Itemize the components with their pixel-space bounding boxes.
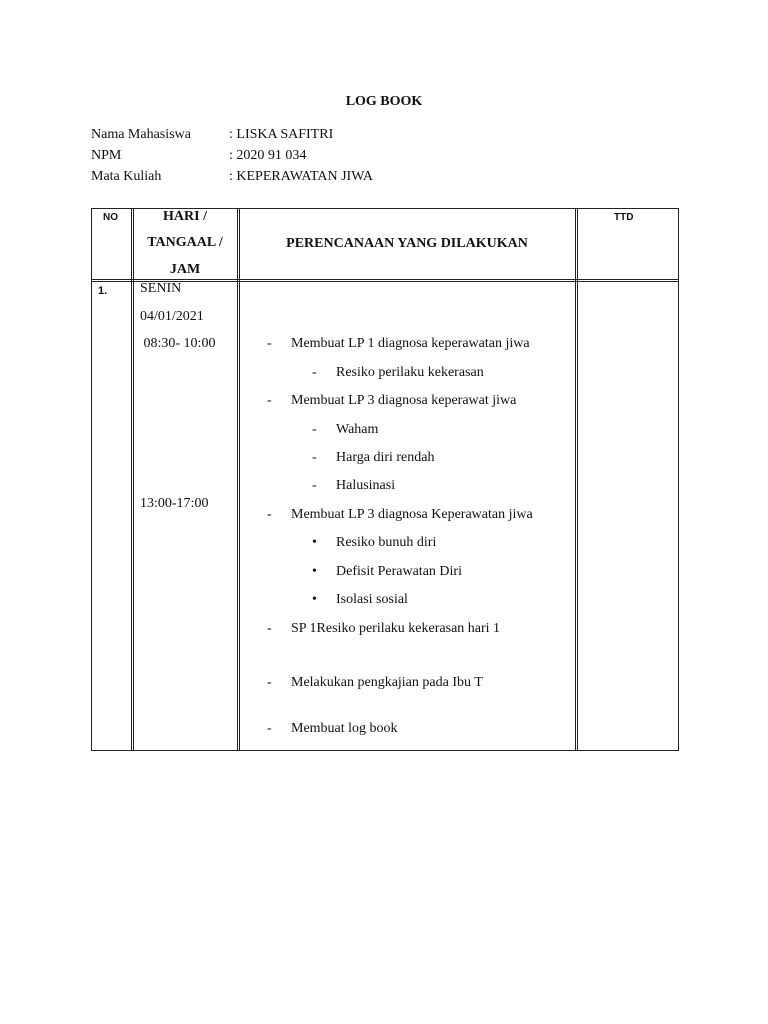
dash-marker: - [312,478,317,493]
info-value-name: : LISKA SAFITRI [229,127,334,142]
dash-marker: - [267,621,272,636]
header-perencanaan: PERENCANAAN YANG DILAKUKAN [286,236,528,251]
page-title: LOG BOOK [345,94,423,109]
activity-text: Resiko perilaku kekerasan [336,365,484,380]
row-day: SENIN [140,281,182,296]
header-no: NO [103,212,118,223]
activity-text: SP 1Resiko perilaku kekerasan hari 1 [291,621,501,636]
info-label-npm: NPM [91,148,122,163]
activity-text: Membuat LP 1 diagnosa keperawatan jiwa [291,336,530,351]
row-cell-ttd [575,279,679,751]
dash-marker: - [312,450,317,465]
header-hari-line1: HARI / [163,209,207,224]
row-time-afternoon: 13:00-17:00 [140,496,209,511]
info-value-course: : KEPERAWATAN JIWA [229,169,373,184]
activity-text: Membuat log book [291,721,398,736]
bullet-marker: • [312,592,317,607]
row-date: 04/01/2021 [140,309,204,324]
bullet-marker: • [312,564,317,579]
row-time-morning: 08:30- 10:00 [140,336,216,351]
dash-marker: - [312,365,317,380]
activity-text: Membuat LP 3 diagnosa keperawat jiwa [291,393,517,408]
activity-text: Defisit Perawatan Diri [336,564,462,579]
activity-text: Waham [336,422,379,437]
info-value-npm: : 2020 91 034 [229,148,307,163]
row-no: 1. [98,285,108,297]
row-cell-no [91,279,134,751]
bullet-marker: • [312,535,317,550]
activity-text: Halusinasi [336,478,396,493]
header-hari-line3: JAM [169,262,201,277]
activity-text: Isolasi sosial [336,592,408,607]
header-hari-line2: TANGAAL / [147,235,223,250]
info-label-course: Mata Kuliah [91,169,162,184]
activity-text: Resiko bunuh diri [336,535,437,550]
dash-marker: - [267,507,272,522]
activity-text: Membuat LP 3 diagnosa Keperawatan jiwa [291,507,533,522]
dash-marker: - [267,721,272,736]
dash-marker: - [312,422,317,437]
header-ttd: TTD [614,212,634,223]
dash-marker: - [267,675,272,690]
dash-marker: - [267,393,272,408]
activity-text: Melakukan pengkajian pada Ibu T [291,675,483,690]
info-label-name: Nama Mahasiswa [91,127,191,142]
dash-marker: - [267,336,272,351]
activity-text: Harga diri rendah [336,450,435,465]
